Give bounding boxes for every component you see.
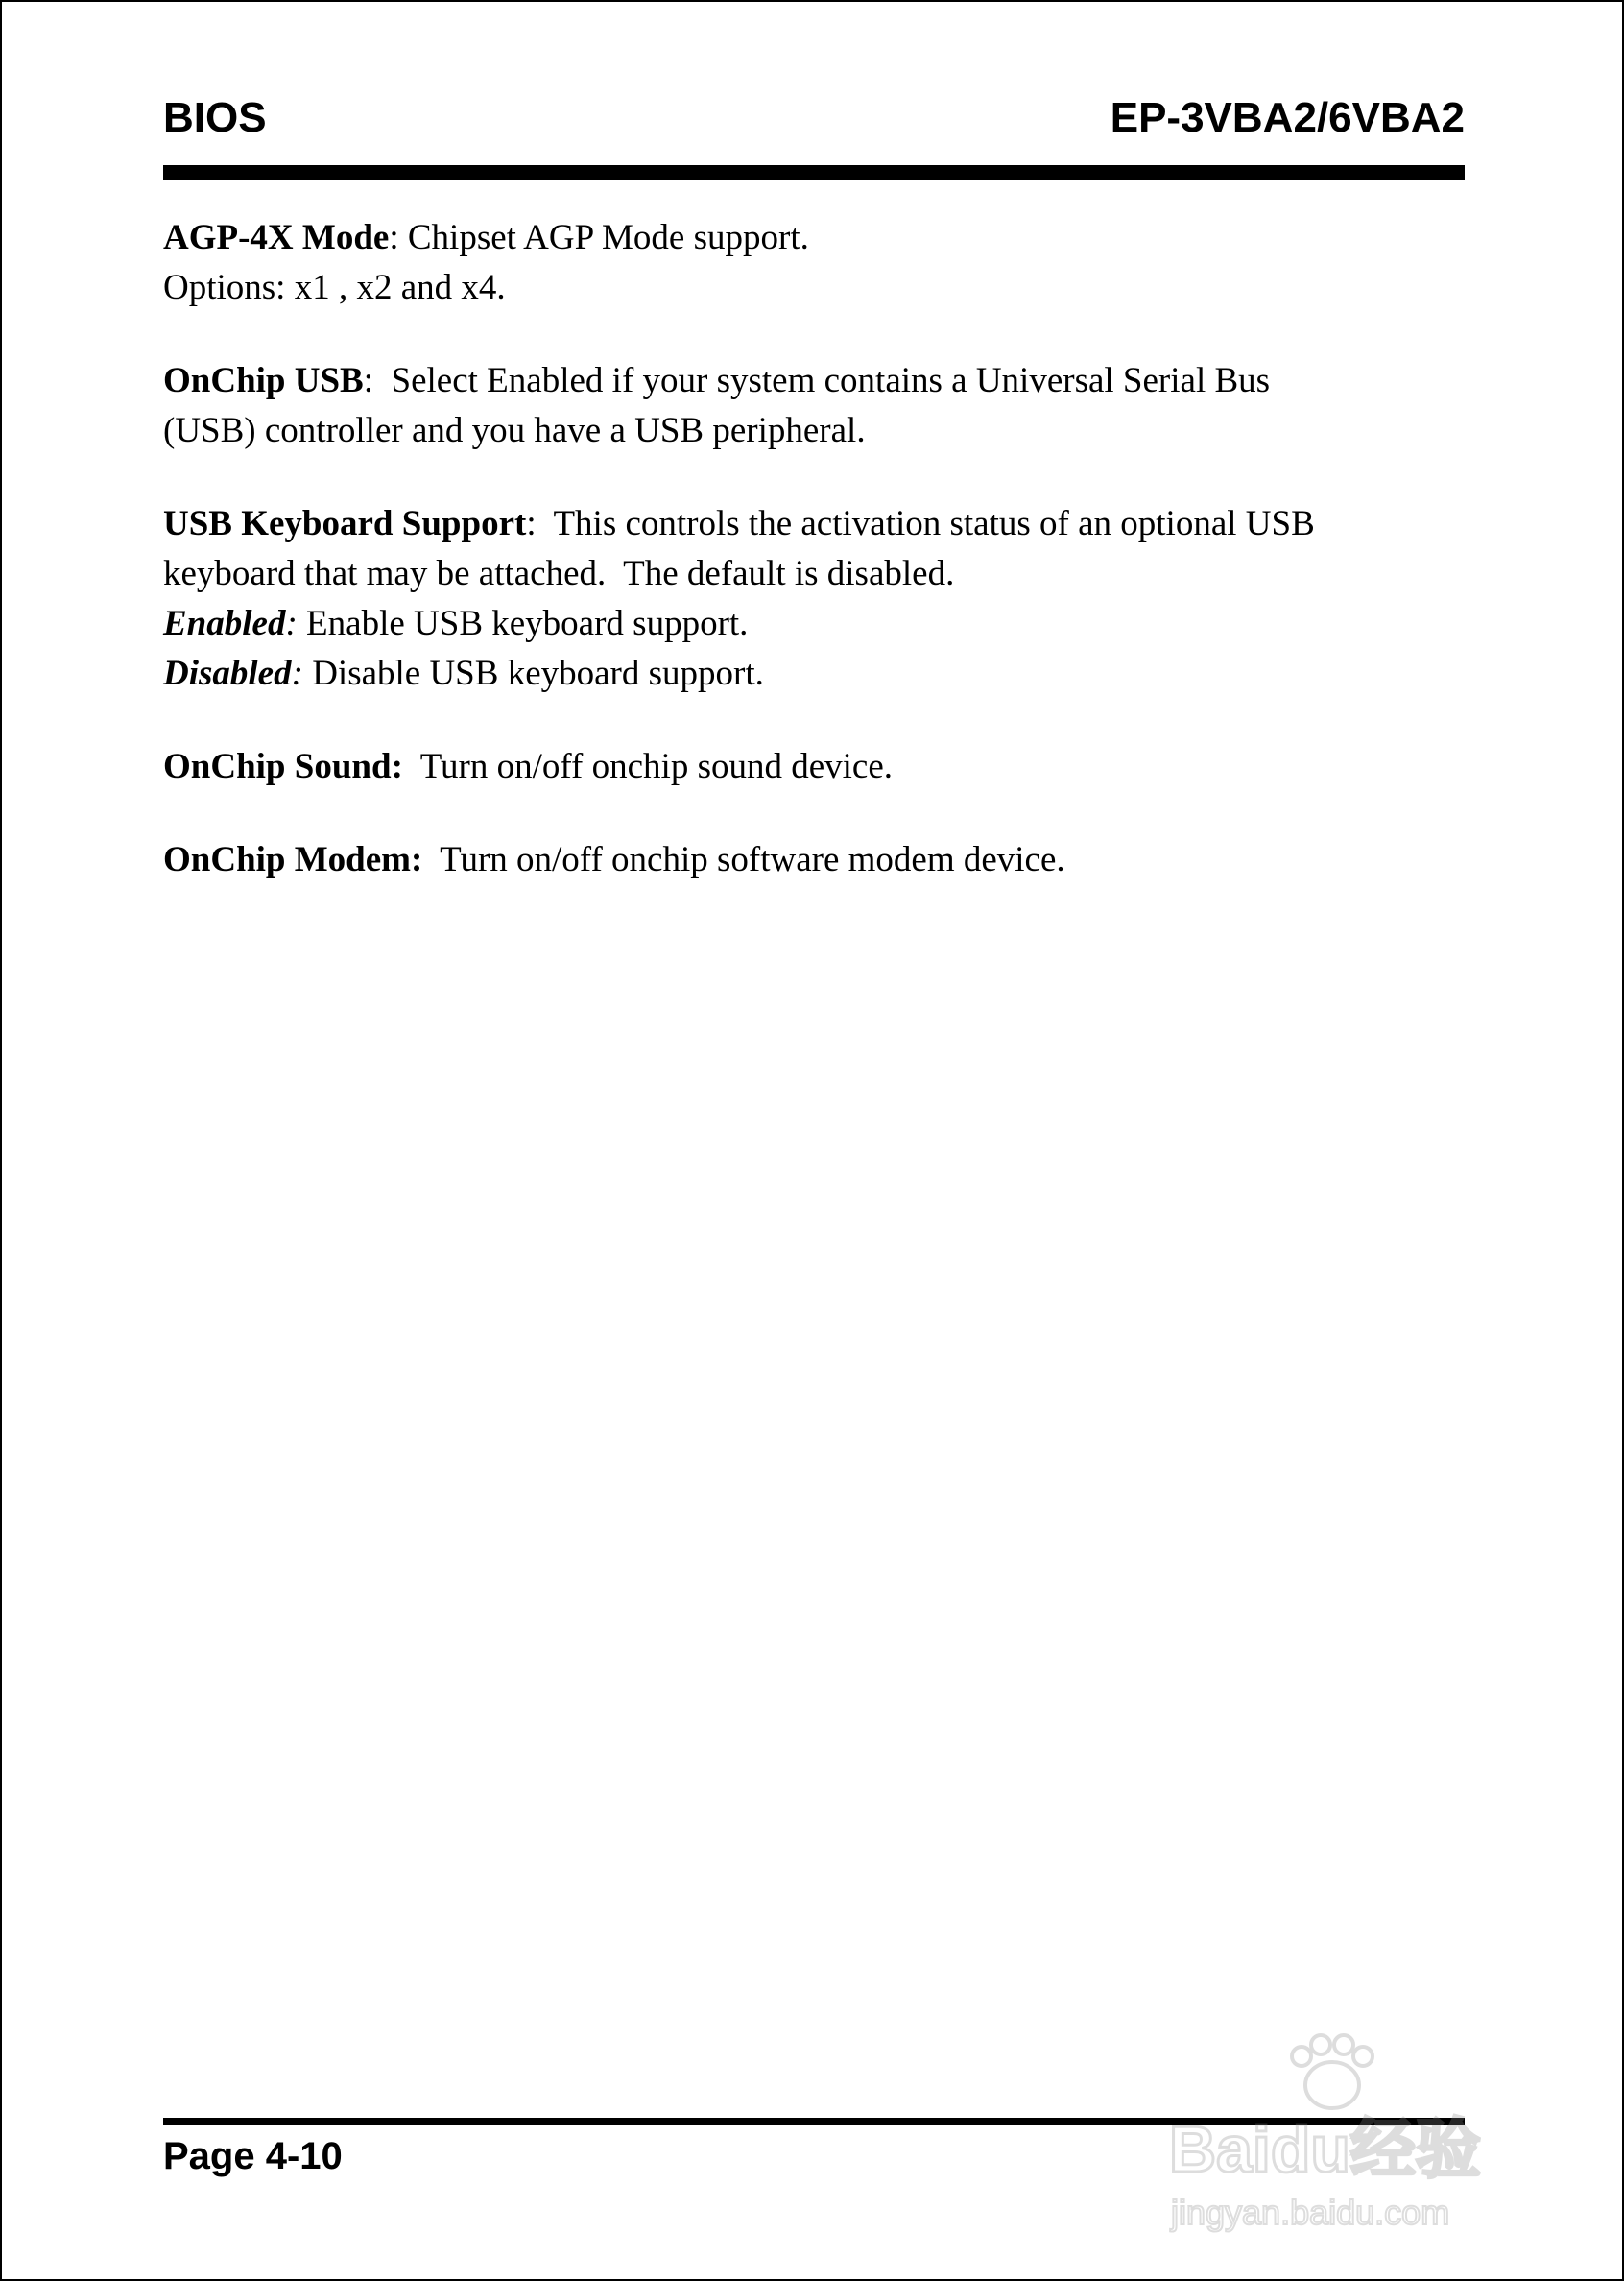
- usb-line-1: [163, 356, 1465, 406]
- enabled-desc: Enable USB keyboard support.: [297, 604, 749, 643]
- header-title: BIOS: [163, 94, 267, 141]
- kbd-line-1: [163, 499, 1465, 549]
- baidu-watermark-icon: [1150, 2028, 1534, 2239]
- header-rule: [163, 165, 1465, 180]
- sound-desc: Turn on/off onchip sound device.: [402, 747, 894, 786]
- kbd-option-enabled: [163, 599, 1465, 649]
- sound-term: OnChip Sound:: [163, 747, 403, 786]
- modem-desc: Turn on/off onchip software modem device.: [422, 840, 1065, 879]
- page-header: [163, 94, 1465, 148]
- agp-line-1: [163, 213, 1465, 263]
- agp-options: Options: x1 , x2 and x4.: [163, 268, 506, 307]
- sound-line: [163, 742, 1465, 792]
- section-onchip-sound: [163, 742, 1465, 792]
- disabled-colon: :: [291, 654, 303, 693]
- disabled-term: Disabled: [163, 654, 292, 693]
- usb-sep: :: [363, 361, 392, 400]
- usb-desc: Select Enabled if your system contains a Universal Serial Bus: [391, 361, 1271, 400]
- modem-term: OnChip Modem:: [163, 840, 423, 879]
- watermark-url: jingyan.baidu.com: [1171, 2193, 1450, 2232]
- page-content: [163, 213, 1465, 928]
- modem-line: [163, 835, 1465, 885]
- usb-line-2: (USB) controller and you have a USB peripheral.: [163, 411, 866, 450]
- watermark-brand: Baidu经验: [1169, 2113, 1481, 2186]
- header-model: EP-3VBA2/6VBA2: [1110, 94, 1465, 141]
- usb-term: OnChip USB: [163, 361, 364, 400]
- enabled-colon: :: [285, 604, 298, 643]
- section-onchip-usb: [163, 356, 1465, 456]
- agp-desc: Chipset AGP Mode support.: [407, 218, 809, 257]
- page-number: Page 4-10: [163, 2135, 343, 2177]
- kbd-line-2: keyboard that may be attached. The default is disabled.: [163, 554, 955, 593]
- kbd-desc: This controls the activation status of an optional USB: [553, 504, 1315, 543]
- section-usb-keyboard: [163, 499, 1465, 699]
- kbd-option-disabled: [163, 649, 1465, 699]
- kbd-sep: :: [526, 504, 554, 543]
- kbd-term: USB Keyboard Support: [163, 504, 527, 543]
- section-agp-mode: [163, 213, 1465, 313]
- disabled-desc: Disable USB keyboard support.: [302, 654, 764, 693]
- agp-term: AGP-4X Mode: [163, 218, 390, 257]
- agp-sep: :: [389, 218, 408, 257]
- section-onchip-modem: [163, 835, 1465, 885]
- enabled-term: Enabled: [163, 604, 286, 643]
